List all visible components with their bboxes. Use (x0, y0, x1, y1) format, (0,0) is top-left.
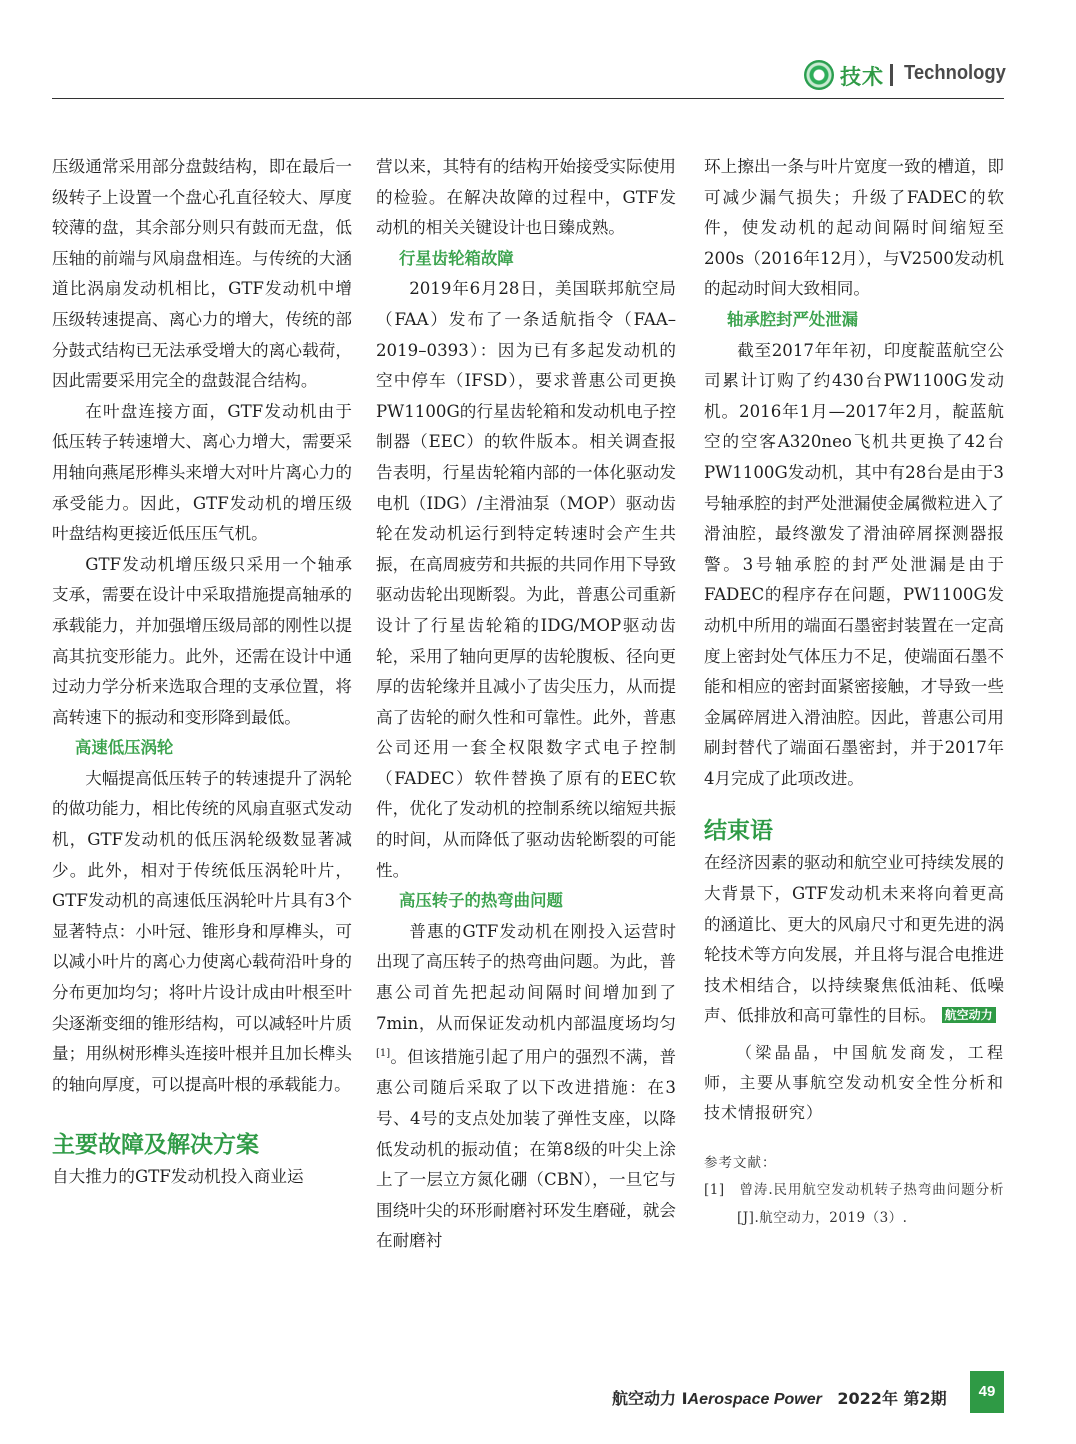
subheading-planetary-gearbox: 行星齿轮箱故障 (398, 248, 514, 268)
page-header (0, 0, 1076, 100)
paragraph: 压级通常采用部分盘鼓结构，即在最后一级转子上设置一个盘心孔直径较大、厚度较薄的盘，其余部分则只有鼓而无盘，低压轴的前端与风扇盘相连。与传统的大涵道比涡扇发动机相比，GTF发动机中增压级转速提高、离心力的增大，传统的部分鼓式结构已无法承受增大的离心载荷，因此需要采用完全的盘鼓混合结构。 (52, 157, 352, 391)
section-heading-conclusion: 结束语 (704, 818, 773, 845)
section-heading-main-faults: 主要故障及解决方案 (52, 1132, 259, 1159)
references-heading: 参考文献： (704, 1155, 777, 1172)
subheading-rotor-bow: 高压转子的热弯曲问题 (398, 891, 563, 911)
paragraph-text: 在经济因素的驱动和航空业可持续发展的大背景下，GTF发动机未来将向着更高的涵道比、更大的风扇尺寸和更先进的涡轮技术等方向发展，并且将与混合电推进技术相结合，以持续聚焦低油耗、低噪声、低排放和高可靠性的目标。 (704, 853, 1004, 1026)
paragraph: 大幅提高低压转子的转速提升了涡轮的做功能力，相比传统的风扇直驱式发动机，GTF发动机的低压涡轮级数显著减少。此外，相对于传统低压涡轮叶片，GTF发动机的高速低压涡轮叶片具有3个显著特点：小叶冠、锥形身和厚榫头，可以减小叶片的离心力使离心载荷沿叶身的分布更加均匀；将叶片设计成由叶根至叶尖逐渐变细的锥形结构，可以减轻叶片质量；用纵树形榫头连接叶根并且加长榫头的轴向厚度，可以提高叶根的承载能力。 (52, 768, 352, 1094)
paragraph: 营以来，其特有的结构开始接受实际使用的检验。在解决故障的过程中，GTF发动机的相关关键设计也日臻成熟。 (376, 157, 676, 238)
subheading-high-speed-lpt: 高速低压涡轮 (74, 738, 174, 758)
issue-label: 2022年 第2期 (837, 1389, 947, 1408)
page-number: 49 (970, 1371, 1004, 1413)
citation-marker: [1] (376, 1048, 391, 1060)
column-2 (376, 152, 676, 1257)
reference-item: [1] 曾涛.民用航空发动机转子热弯曲问题分析[J].航空动力，2019（3）. (704, 1182, 1004, 1227)
subheading-bearing-seal-leak: 轴承腔封严处泄漏 (726, 309, 859, 329)
paragraph: 环上擦出一条与叶片宽度一致的槽道，即可减少漏气损失；升级了FADEC的软件，使发动机的起动间隔时间缩短至200s（2016年12月），与V2500发动机的起动时间大致相同。 (704, 157, 1004, 299)
paragraph: GTF发动机增压级只采用一个轴承支承，需要在设计中采取措施提高轴承的承载能力，并加强增压级局部的刚性以提高其抗变形能力。此外，还需在设计中通过动力学分析来选取合理的支承位置，将高转速下的振动和变形降到最低。 (52, 554, 352, 727)
column-3 (704, 152, 1004, 1232)
journal-name-en: Aerospace Power (687, 1391, 822, 1408)
section-divider (890, 64, 893, 86)
author-note: （梁晶晶，中国航发商发，工程师，主要从事航空发动机安全性分析和技术情报研究） (704, 1043, 1004, 1123)
end-mark-badge: 航空动力 (942, 1007, 996, 1023)
section-title-en: Technology (904, 62, 1006, 84)
section-title-cn: 技术 (840, 65, 884, 89)
journal-footer (612, 1386, 947, 1409)
paragraph-text: 普惠的GTF发动机在刚投入运营时出现了高压转子的热弯曲问题。为此，普惠公司首先把起动间隔时间增加到了7min，从而保证发动机内部温度场均匀 (376, 921, 676, 1033)
journal-separator: I (681, 1389, 688, 1408)
header-rule (52, 98, 1004, 99)
paragraph: 自大推力的GTF发动机投入商业运 (52, 1167, 304, 1187)
paragraph-text: 。但该措施引起了用户的强烈不满，普惠公司随后采取了以下改进措施：在3号、4号的支点处加装了弹性支座，以降低发动机的振动值；在第8级的叶尖上涂上了一层立方氮化硼（CBN），一旦它与围绕叶尖的环形耐磨衬环发生磨碰，就会在耐磨衬 (376, 1047, 676, 1251)
paragraph: 2019年6月28日，美国联邦航空局（FAA）发布了一条适航指令（FAA–2019–0393）：因为已有多起发动机的空中停车（IFSD），要求普惠公司更换PW1100G的行星齿轮箱和发动机电子控制器（EEC）的软件版本。相关调查报告表明，行星齿轮箱内部的一体化驱动发电机（IDG）/主滑油泵（MOP）驱动齿轮在发动机运行到特定转速时会产生共振，在高周疲劳和共振的共同作用下导致驱动齿轮出现断裂。为此，普惠公司重新设计了行星齿轮箱的IDG/MOP驱动齿轮，采用了轴向更厚的齿轮腹板、径向更厚的齿轮缘并且减小了齿尖压力，从而提高了齿轮的耐久性和可靠性。此外，普惠公司还用一套全权限数字式电子控制（FADEC）软件替换了原有的EEC软件，优化了发动机的控制系统以缩短共振的时间，从而降低了驱动齿轮断裂的可能性。 (376, 279, 676, 880)
journal-name-cn: 航空动力 (612, 1389, 677, 1408)
section-logo-icon (804, 60, 834, 90)
column-1 (52, 152, 352, 1193)
paragraph: 截至2017年年初，印度靛蓝航空公司累计订购了约430台PW1100G发动机。2016年1月—2017年2月，靛蓝航空的空客A320neo飞机共更换了42台PW1100G发动机，其中有28台是由于3号轴承腔的封严处泄漏使金属微粒进入了滑油腔，最终激发了滑油碎屑探测器报警。3号轴承腔的封严处泄漏是由于FADEC的程序存在问题，PW1100G发动机中所用的端面石墨密封装置在一定高度上密封处气体压力不足，使端面石墨不能和相应的密封面紧密接触，才导致一些金属碎屑进入滑油腔。因此，普惠公司用刷封替代了端面石墨密封，并于2017年4月完成了此项改进。 (704, 340, 1004, 788)
paragraph (704, 848, 1004, 1032)
paragraph: 在叶盘连接方面，GTF发动机由于低压转子转速增大、离心力增大，需要采用轴向燕尾形榫头来增大对叶片离心力的承受能力。因此，GTF发动机的增压级叶盘结构更接近低压压气机。 (52, 401, 352, 544)
paragraph (376, 917, 676, 1257)
